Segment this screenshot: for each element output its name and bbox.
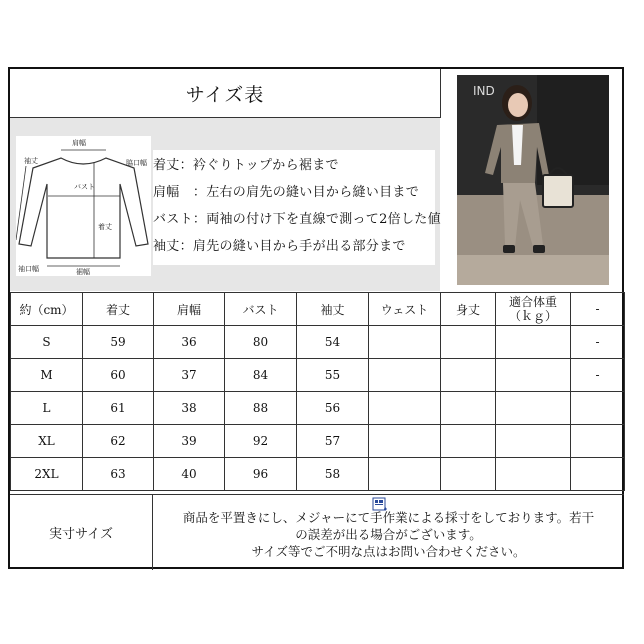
value-cell: 56 xyxy=(297,392,369,425)
notes-section xyxy=(10,494,624,570)
body-length-label: 着丈 xyxy=(98,223,112,231)
size-chart-sheet xyxy=(8,67,624,569)
value-cell: 58 xyxy=(297,458,369,491)
value-cell xyxy=(496,392,571,425)
header-cell: 約（cm） xyxy=(11,293,83,326)
size-cell: 2XL xyxy=(11,458,83,491)
header-cell: バスト xyxy=(225,293,297,326)
value-cell xyxy=(571,425,625,458)
value-cell xyxy=(441,425,496,458)
value-cell: 59 xyxy=(83,326,154,359)
value-cell xyxy=(571,458,625,491)
notes-text xyxy=(153,509,624,560)
table-row xyxy=(11,458,625,491)
value-cell: 84 xyxy=(225,359,297,392)
value-cell: 36 xyxy=(154,326,225,359)
value-cell: 63 xyxy=(83,458,154,491)
hem-width-label: 裾幅 xyxy=(76,268,90,276)
header-cell: 適合体重 （ｋｇ） xyxy=(496,293,571,326)
sign-text: IND xyxy=(472,84,495,98)
value-cell: 60 xyxy=(83,359,154,392)
value-cell xyxy=(369,425,441,458)
definition-bust: バスト：両袖の付け下を直線で測って2倍した値 xyxy=(153,212,441,227)
header-cell: 袖丈 xyxy=(297,293,369,326)
value-cell: 88 xyxy=(225,392,297,425)
value-cell: - xyxy=(571,326,625,359)
value-cell: 37 xyxy=(154,359,225,392)
value-cell xyxy=(369,458,441,491)
value-cell: 55 xyxy=(297,359,369,392)
size-cell: M xyxy=(11,359,83,392)
value-cell xyxy=(441,326,496,359)
definition-katahaba: 肩幅 ：左右の肩先の縫い目から縫い目まで xyxy=(153,185,420,200)
size-table xyxy=(10,292,625,491)
value-cell xyxy=(496,359,571,392)
size-cell: XL xyxy=(11,425,83,458)
notes-line: の誤差が出る場合がございます。 xyxy=(295,527,482,542)
value-cell xyxy=(369,359,441,392)
value-cell: 54 xyxy=(297,326,369,359)
value-cell xyxy=(496,458,571,491)
table-row xyxy=(11,359,625,392)
definition-sleeve: 袖丈：肩先の縫い目から手が出る部分まで xyxy=(153,239,406,254)
bust-label: バスト xyxy=(74,183,95,191)
value-cell: 92 xyxy=(225,425,297,458)
header-cell: 肩幅 xyxy=(154,293,225,326)
cuff-width-label: 袖口幅 xyxy=(18,265,39,273)
value-cell xyxy=(369,326,441,359)
sleeve-length-label: 袖丈 xyxy=(24,157,38,165)
size-cell: L xyxy=(11,392,83,425)
notes-label: 実寸サイズ xyxy=(10,495,153,570)
value-cell: 38 xyxy=(154,392,225,425)
table-row xyxy=(11,326,625,359)
table-row xyxy=(11,425,625,458)
value-cell xyxy=(496,326,571,359)
value-cell: 62 xyxy=(83,425,154,458)
value-cell xyxy=(571,392,625,425)
value-cell xyxy=(441,359,496,392)
armhole-width-label: 脇口幅 xyxy=(126,159,147,167)
size-cell: S xyxy=(11,326,83,359)
product-photo xyxy=(441,69,624,291)
value-cell: 39 xyxy=(154,425,225,458)
value-cell: 96 xyxy=(225,458,297,491)
garment-diagram xyxy=(16,136,151,276)
header-cell: - xyxy=(571,293,625,326)
value-cell: 57 xyxy=(297,425,369,458)
value-cell: 40 xyxy=(154,458,225,491)
value-cell xyxy=(496,425,571,458)
header-cell: ウェスト xyxy=(369,293,441,326)
table-move-handle-icon[interactable] xyxy=(372,497,388,513)
value-cell: 80 xyxy=(225,326,297,359)
model-photo-image xyxy=(457,75,609,285)
measurement-guide-band xyxy=(10,118,440,291)
value-cell xyxy=(441,458,496,491)
value-cell: 61 xyxy=(83,392,154,425)
measurement-definitions xyxy=(153,150,441,265)
definition-kitake: 着丈：衿ぐりトップから裾まで xyxy=(153,158,339,173)
table-header-row xyxy=(11,293,625,326)
value-cell xyxy=(369,392,441,425)
value-cell: - xyxy=(571,359,625,392)
notes-line: サイズ等でご不明な点はお問い合わせください。 xyxy=(251,544,526,559)
notes-line: 商品を平置きにし、メジャーにて手作業による採寸をしております。若干 xyxy=(182,510,595,525)
page-title: サイズ表 xyxy=(10,69,441,118)
header-cell: 身丈 xyxy=(441,293,496,326)
shoulder-width-label: 肩幅 xyxy=(72,139,86,147)
table-row xyxy=(11,392,625,425)
value-cell xyxy=(441,392,496,425)
header-cell: 着丈 xyxy=(83,293,154,326)
